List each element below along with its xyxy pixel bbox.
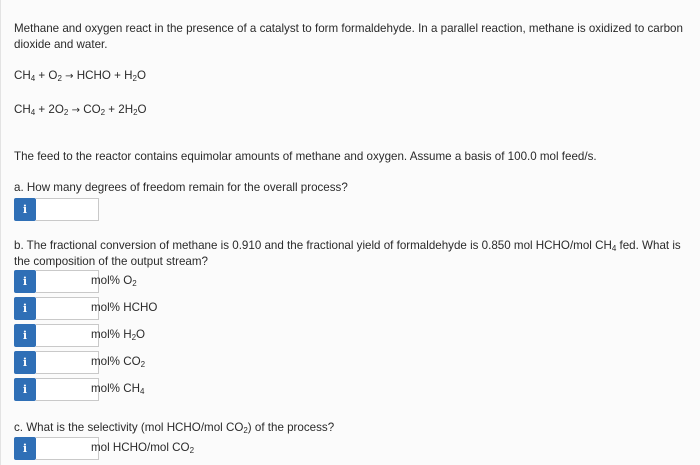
info-icon[interactable]: i <box>14 270 36 293</box>
question-a: a. How many degrees of freedom remain for the overall process? <box>14 181 348 194</box>
mol-percent-ch4-input[interactable] <box>36 378 99 401</box>
mol-percent-co2-input[interactable] <box>36 351 99 374</box>
info-icon[interactable]: i <box>14 351 36 374</box>
reaction-arrow: → <box>65 71 74 82</box>
reaction-1: $CH_4 + O_2$ → HCHO + $H_2O$ <box>14 69 146 83</box>
info-icon[interactable]: i <box>14 297 36 320</box>
unit-label: mol% $CH_4$ <box>91 382 145 396</box>
info-icon[interactable]: i <box>14 378 36 401</box>
info-icon[interactable]: i <box>14 324 36 347</box>
unit-label: mol% $O_2$ <box>91 274 137 288</box>
info-icon[interactable]: i <box>14 198 36 221</box>
mol-percent-h2o-input[interactable] <box>36 324 99 347</box>
unit-label: mol% $H_2O$ <box>91 328 146 342</box>
unit-label: mol% HCHO <box>91 301 158 314</box>
mol-percent-hcho-input[interactable] <box>36 297 99 320</box>
selectivity-input[interactable] <box>36 437 99 460</box>
reaction-arrow: → <box>71 105 80 116</box>
mol-percent-o2-input[interactable] <box>36 270 99 293</box>
question-b: b. The fractional conversion of methane is 0.910 and the fractional yield of formaldehyde is 0.850 mol HCHO/mol $CH_4$ fed. What is the composition of the output stream? <box>14 239 681 268</box>
unit-label: mol% $CO_2$ <box>91 355 146 369</box>
degrees-of-freedom-input[interactable] <box>36 198 99 221</box>
question-c: c. What is the selectivity (mol HCHO/mol $CO_2$) of the process? <box>14 421 335 435</box>
info-icon[interactable]: i <box>14 437 36 460</box>
problem-intro: Methane and oxygen react in the presence of a catalyst to form formaldehyde. In a parallel reaction, methane is oxidized to carbon dioxide and water. <box>14 22 683 51</box>
unit-label: mol HCHO/mol $CO_2$ <box>91 441 195 455</box>
reaction-2: $CH_4 + 2O_2 \to CO_2 + 2H_2O$ <box>14 103 147 117</box>
feed-statement: The feed to the reactor contains equimolar amounts of methane and oxygen. Assume a basis of 100.0 mol feed/s. <box>14 150 597 163</box>
